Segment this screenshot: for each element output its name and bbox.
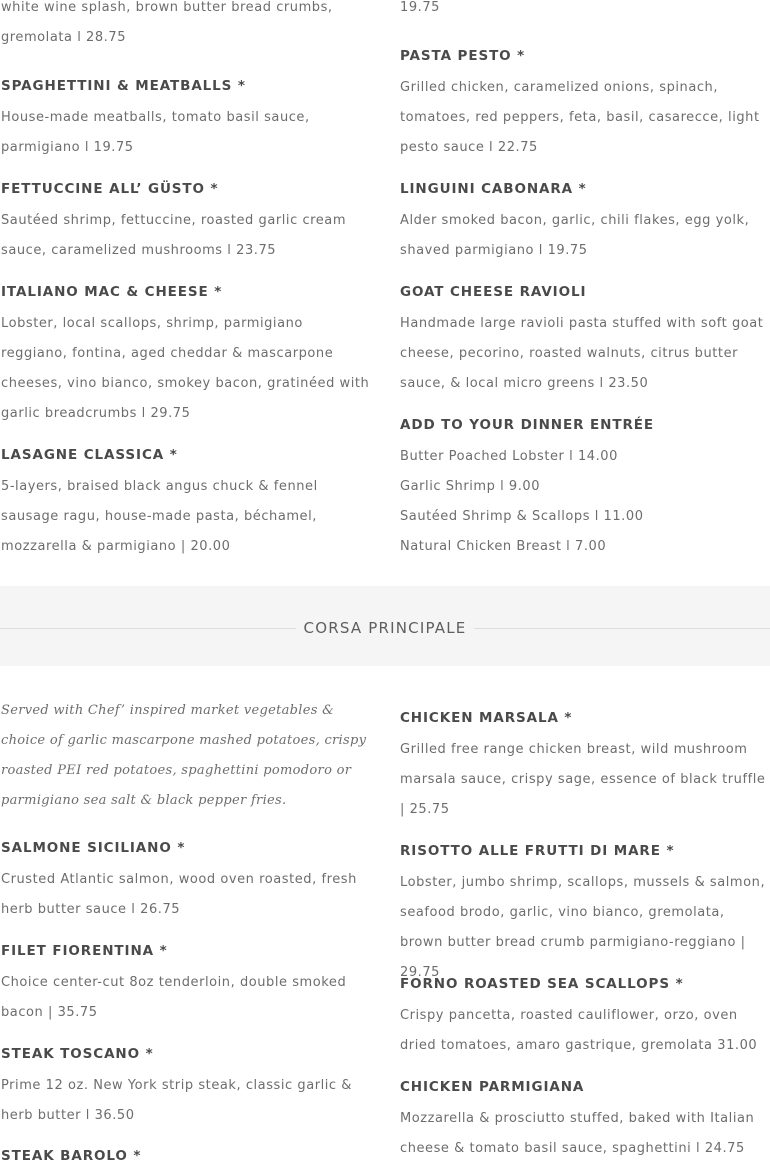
item-title: SPAGHETTINI & MEATBALLS *	[1, 78, 246, 94]
addon-item: Butter Poached Lobster l 14.00	[400, 449, 618, 464]
item-title: LASAGNE CLASSICA *	[1, 447, 178, 463]
menu-item	[1, 839, 373, 925]
item-description: Prime 12 oz. New York strip steak, classic garlic & herb butter l 36.50	[1, 1078, 352, 1123]
fragment-line: 19.75	[400, 0, 440, 15]
item-title: SALMONE SICILIANO *	[1, 840, 186, 856]
item-title: CHICKEN MARSALA *	[400, 710, 573, 726]
item-description: Choice center-cut 8oz tenderloin, double smoked bacon | 35.75	[1, 975, 347, 1020]
item-description: Grilled chicken, caramelized onions, spinach, tomatoes, red peppers, feta, basil, casarecce, light pesto sauce l 22.75	[400, 80, 760, 155]
menu-item	[400, 842, 766, 988]
item-description: Lobster, local scallops, shrimp, parmigiano reggiano, fontina, aged cheddar & mascarpone cheeses, vino bianco, smokey bacon, gratinéed with garlic breadcrumbs l 29.75	[1, 316, 370, 421]
item-title: STEAK BAROLO *	[1, 1148, 142, 1164]
menu-item	[1, 1045, 373, 1131]
mains-left-column	[1, 0, 373, 1164]
addons-title: ADD TO YOUR DINNER ENTRÉE	[400, 417, 654, 433]
mains-right-column	[400, 0, 766, 1159]
item-title: FORNO ROASTED SEA SCALLOPS *	[400, 976, 684, 992]
menu-item	[400, 975, 766, 1061]
item-description: Lobster, jumbo shrimp, scallops, mussels & salmon, seafood brodo, garlic, vino bianco, gremolata, brown butter bread crumb parmigiano-reggiano | 29.75	[400, 875, 766, 980]
fragment-line: gremolata l 28.75	[1, 30, 127, 45]
item-title: STEAK TOSCANO *	[1, 1046, 154, 1062]
menu-item	[1, 1147, 373, 1173]
item-title: RISOTTO ALLE FRUTTI DI MARE *	[400, 843, 675, 859]
menu-item	[400, 1078, 766, 1164]
addon-item: Natural Chicken Breast l 7.00	[400, 539, 607, 554]
item-description: Crusted Atlantic salmon, wood oven roasted, fresh herb butter sauce l 26.75	[1, 872, 357, 917]
menu-item	[400, 709, 766, 825]
item-description: Handmade large ravioli pasta stuffed with soft goat cheese, pecorino, roasted walnuts, citrus butter sauce, & local micro greens l 23.50	[400, 316, 764, 391]
item-title: FILET FIORENTINA *	[1, 943, 168, 959]
menu-item	[1, 942, 373, 1028]
fragment-line: white wine splash, brown butter bread crumbs,	[1, 0, 333, 15]
addon-item: Sautéed Shrimp & Scallops l 11.00	[400, 509, 644, 524]
item-description: Grilled free range chicken breast, wild mushroom marsala sauce, crispy sage, essence of black truffle | 25.75	[400, 742, 766, 817]
addon-item: Garlic Shrimp l 9.00	[400, 479, 541, 494]
item-description: Mozzarella & prosciutto stuffed, baked with Italian cheese & tomato basil sauce, spaghettini l 24.75	[400, 1111, 755, 1156]
item-description: Crispy pancetta, roasted cauliflower, orzo, oven dried tomatoes, amaro gastrique, gremolata 31.00	[400, 1008, 758, 1053]
section-title: CORSA PRINCIPALE	[303, 619, 467, 637]
item-title: ITALIANO MAC & CHEESE *	[1, 284, 223, 300]
item-description: Alder smoked bacon, garlic, chili flakes, egg yolk, shaved parmigiano l 19.75	[400, 213, 750, 258]
item-title: PASTA PESTO *	[400, 48, 526, 64]
item-title: GOAT CHEESE RAVIOLI	[400, 284, 587, 300]
item-description: House-made meatballs, tomato basil sauce, parmigiano l 19.75	[1, 110, 310, 155]
item-title: FETTUCCINE ALL’ GÜSTO *	[1, 181, 219, 197]
section-intro: Served with Chef’ inspired market vegetables & choice of garlic mascarpone mashed potatoes, crispy roasted PEI red potatoes, spaghettini pomodoro or parmigiano sea salt & black pepper fries.	[1, 703, 367, 808]
item-description: Sautéed shrimp, fettuccine, roasted garlic cream sauce, caramelized mushrooms l 23.75	[1, 213, 347, 258]
item-title: LINGUINI CABONARA *	[400, 181, 587, 197]
item-description: 5-layers, braised black angus chuck & fennel sausage ragu, house-made pasta, béchamel, mozzarella & parmigiano | 20.00	[1, 479, 318, 554]
item-title: CHICKEN PARMIGIANA	[400, 1079, 585, 1095]
